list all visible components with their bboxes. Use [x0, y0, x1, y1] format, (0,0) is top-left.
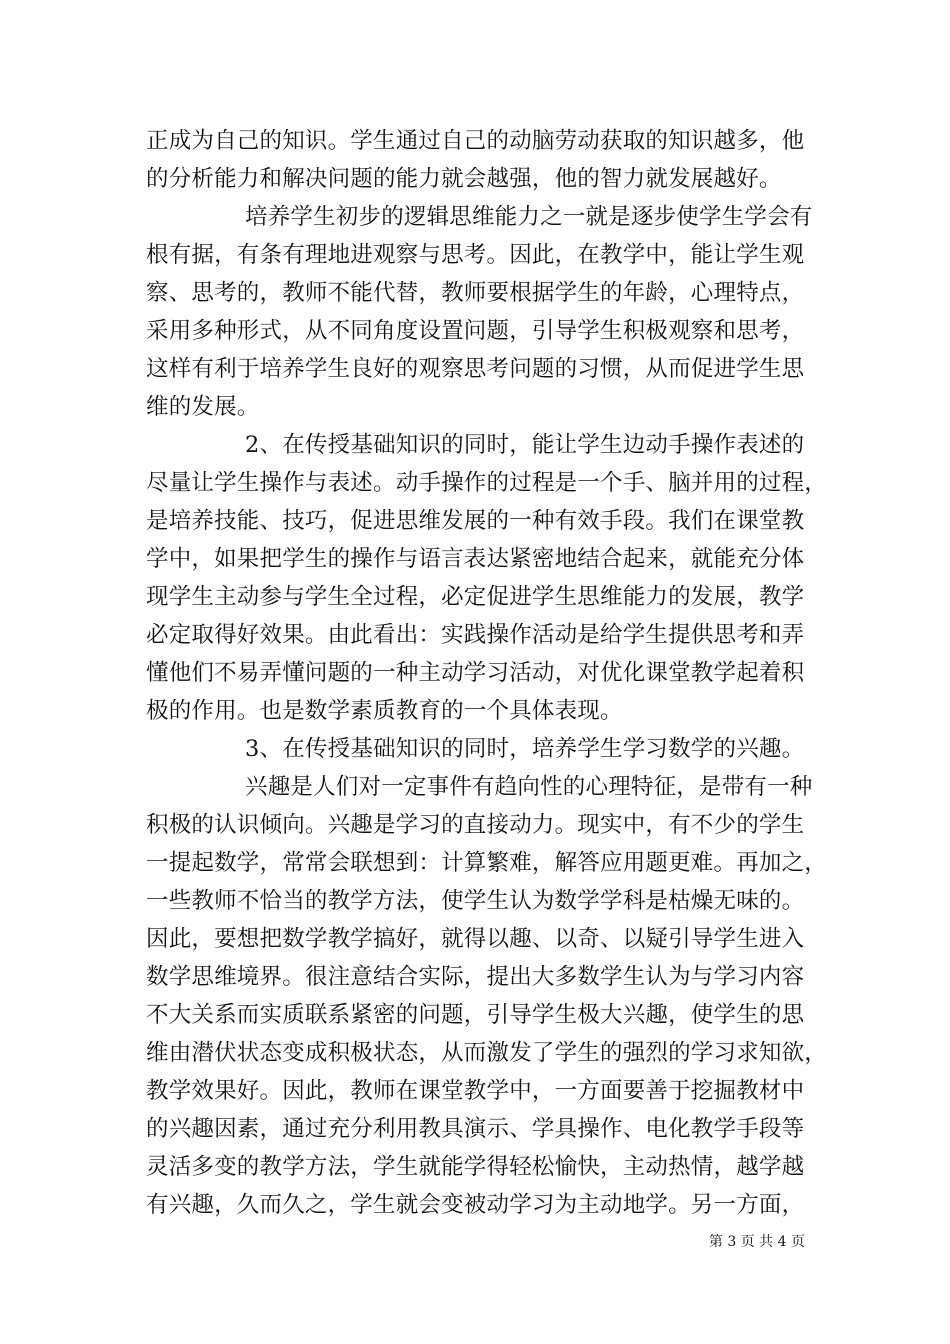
text-line: 3、在传授基础知识的同时，培养学生学习数学的兴趣。 [245, 736, 805, 762]
text-line: 数学思维境界。很注意结合实际，提出大多数学生认为与学习内容 [146, 964, 805, 990]
text-line: 尽量让学生操作与表述。动手操作的过程是一个手、脑并用的过程， [146, 470, 828, 496]
text-line: 采用多种形式，从不同角度设置问题，引导学生积极观察和思考， [146, 318, 805, 344]
text-line: 的兴趣因素，通过充分利用教具演示、学具操作、电化教学手段等 [146, 1116, 805, 1142]
text-line: 因此，要想把数学教学搞好，就得以趣、以奇、以疑引导学生进入 [146, 926, 805, 952]
text-line: 教学效果好。因此，教师在课堂教学中，一方面要善于挖掘教材中 [146, 1078, 805, 1104]
text-line: 积极的认识倾向。兴趣是学习的直接动力。现实中，有不少的学生 [146, 812, 805, 838]
text-line: 维的发展。 [146, 394, 260, 420]
text-line: 学中，如果把学生的操作与语言表达紧密地结合起来，就能充分体 [146, 546, 805, 572]
text-line: 一些教师不恰当的教学方法，使学生认为数学学科是枯燥无味的。 [146, 888, 805, 914]
text-line: 察、思考的，教师不能代替，教师要根据学生的年龄，心理特点， [146, 280, 805, 306]
text-line: 这样有利于培养学生良好的观察思考问题的习惯，从而促进学生思 [146, 356, 805, 382]
text-line: 不大关系而实质联系紧密的问题，引导学生极大兴趣，使学生的思 [146, 1002, 805, 1028]
text-line: 的分析能力和解决问题的能力就会越强，他的智力就发展越好。 [146, 166, 782, 192]
page-number: 第 3 页 共 4 页 [708, 1234, 805, 1250]
text-line: 维由潜伏状态变成积极状态，从而激发了学生的强烈的学习求知欲， [146, 1040, 828, 1066]
text-line: 现学生主动参与学生全过程，必定促进学生思维能力的发展，教学 [146, 584, 805, 610]
text-line: 一提起数学，常常会联想到：计算繁难，解答应用题更难。再加之， [146, 850, 828, 876]
text-line: 2、在传授基础知识的同时，能让学生边动手操作表述的 [245, 432, 805, 458]
text-line: 必定取得好效果。由此看出：实践操作活动是给学生提供思考和弄 [146, 622, 805, 648]
text-line: 懂他们不易弄懂问题的一种主动学习活动，对优化课堂教学起着积 [146, 660, 805, 686]
text-line: 正成为自己的知识。学生通过自己的动脑劳动获取的知识越多，他 [146, 128, 805, 154]
text-line: 培养学生初步的逻辑思维能力之一就是逐步使学生学会有 [245, 204, 813, 230]
text-line: 极的作用。也是数学素质教育的一个具体表现。 [146, 698, 623, 724]
text-line: 根有据，有条有理地进观察与思考。因此，在教学中，能让学生观 [146, 242, 805, 268]
text-line: 兴趣是人们对一定事件有趋向性的心理特征，是带有一种 [245, 774, 813, 800]
text-line: 是培养技能、技巧，促进思维发展的一种有效手段。我们在课堂教 [146, 508, 805, 534]
text-line: 灵活多变的教学方法，学生就能学得轻松愉快，主动热情，越学越 [146, 1154, 805, 1180]
text-line: 有兴趣，久而久之，学生就会变被动学习为主动地学。另一方面， [146, 1192, 805, 1218]
